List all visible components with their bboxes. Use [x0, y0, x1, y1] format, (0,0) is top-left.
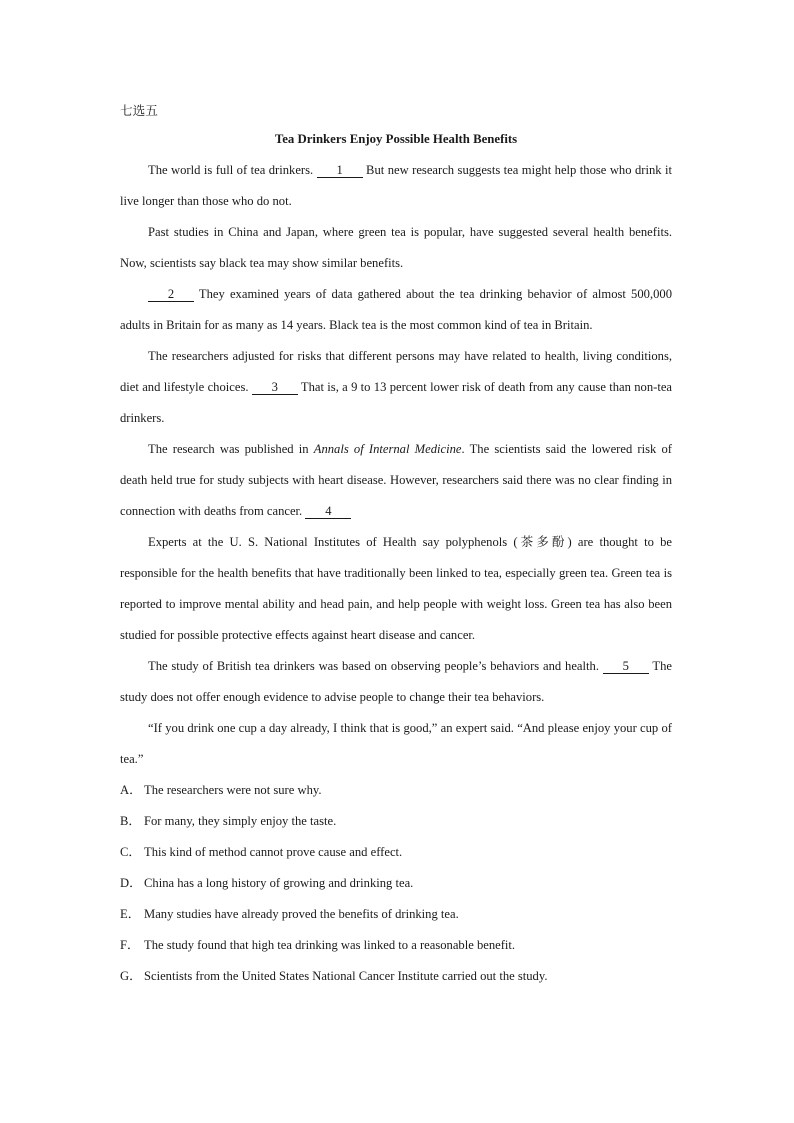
paragraph-1-after: But new research suggests tea might help those who drink it live longer than those who do not.	[120, 163, 672, 208]
document-page	[120, 96, 672, 992]
paragraph-4-before: The researchers adjusted for risks that different persons may have related to health, living conditions, diet and lifestyle choices.	[120, 349, 672, 394]
paragraph-3-after: They examined years of data gathered about the tea drinking behavior of almost 500,000 adults in Britain for as many as 14 years. Black tea is the most common kind of tea in Britain.	[120, 287, 672, 332]
paragraph-1	[120, 155, 672, 217]
paragraph-5-before: The research was published in	[148, 442, 314, 456]
option-letter: B．	[120, 814, 141, 828]
answer-blank-3[interactable]: 3	[252, 380, 298, 395]
paragraph-7-after: The study does not offer enough evidence to advise people to change their tea behaviors.	[120, 659, 672, 704]
answer-blank-4[interactable]: 4	[305, 504, 351, 519]
option-text: The study found that high tea drinking was linked to a reasonable benefit.	[144, 938, 516, 952]
paragraph-5	[120, 434, 672, 527]
option-f[interactable]	[120, 930, 672, 961]
paragraph-6: Experts at the U. S. National Institutes of Health say polyphenols (茶多酚) are thought to be responsible for the health benefits that have traditionally been linked to tea, especially green tea. Green tea is reported to improve mental ability and head pain, and help people with weight loss. Green tea has also been studied for possible protective effects against heart disease and cancer.	[120, 535, 672, 642]
option-text: Many studies have already proved the benefits of drinking tea.	[144, 907, 459, 921]
option-text: China has a long history of growing and drinking tea.	[144, 876, 414, 890]
paragraph-7-before: The study of British tea drinkers was based on observing people’s behaviors and health.	[148, 659, 603, 673]
option-letter: D．	[120, 876, 142, 890]
option-text: This kind of method cannot prove cause and effect.	[144, 845, 403, 859]
option-text: The researchers were not sure why.	[144, 783, 322, 797]
option-letter: E．	[120, 907, 141, 921]
section-label: 七选五	[120, 104, 158, 118]
journal-name: Annals of Internal Medicine	[313, 442, 462, 456]
paragraph-1-before: The world is full of tea drinkers.	[148, 163, 317, 177]
paragraph-7	[120, 651, 672, 713]
option-letter: F．	[120, 938, 140, 952]
paragraph-3	[120, 279, 672, 341]
paragraph-5-after: . The scientists said the lowered risk of death held true for study subjects with heart disease. However, researchers said there was no clear finding in connection with deaths from cancer.	[120, 442, 672, 518]
option-c[interactable]	[120, 837, 672, 868]
option-e[interactable]	[120, 899, 672, 930]
option-d[interactable]	[120, 868, 672, 899]
option-a[interactable]	[120, 775, 672, 806]
option-text: For many, they simply enjoy the taste.	[144, 814, 337, 828]
article-title: Tea Drinkers Enjoy Possible Health Benefits	[274, 132, 518, 146]
paragraph-8: “If you drink one cup a day already, I think that is good,” an expert said. “And please enjoy your cup of tea.”	[120, 721, 672, 766]
option-b[interactable]	[120, 806, 672, 837]
answer-blank-1[interactable]: 1	[317, 163, 363, 178]
options-list	[120, 775, 672, 992]
answer-blank-5[interactable]: 5	[603, 659, 649, 674]
answer-blank-2[interactable]: 2	[148, 287, 194, 302]
option-letter: G．	[120, 969, 142, 983]
option-g[interactable]	[120, 961, 672, 992]
paragraph-2: Past studies in China and Japan, where green tea is popular, have suggested several health benefits. Now, scientists say black tea may show similar benefits.	[120, 225, 672, 270]
option-text: Scientists from the United States National Cancer Institute carried out the study.	[144, 969, 548, 983]
option-letter: C．	[120, 845, 141, 859]
option-letter: A．	[120, 783, 142, 797]
paragraph-4	[120, 341, 672, 434]
paragraph-4-after: That is, a 9 to 13 percent lower risk of death from any cause than non-tea drinkers.	[120, 380, 672, 425]
